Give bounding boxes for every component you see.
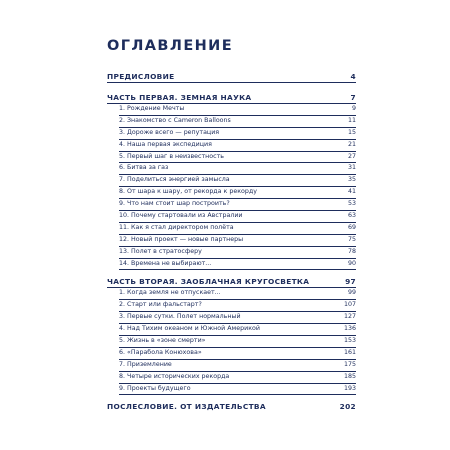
chapter-label: 8. От шара к шару, от рекорда к рекорду (119, 188, 257, 196)
chapter-label: 1. Когда земля не отпускает... (119, 289, 221, 297)
chapter-page-number: 161 (343, 348, 356, 356)
chapter-label: 11. Как я стал директором полёта (119, 223, 234, 231)
toc-chapter-item[interactable] (119, 336, 356, 348)
toc-chapter-item[interactable] (119, 116, 356, 128)
chapter-page-number: 41 (347, 188, 356, 196)
chapter-label: 4. Наша первая экспедиция (119, 140, 212, 148)
chapter-page-number: 31 (347, 164, 356, 172)
chapter-page-number: 9 (351, 105, 356, 112)
chapter-label: 8. Четыре исторических рекорда (119, 372, 230, 380)
toc-chapter-item[interactable] (119, 140, 356, 152)
toc-chapter-item[interactable] (119, 163, 356, 175)
toc-chapter-item[interactable] (119, 187, 356, 199)
chapter-label: 10. Почему стартовали из Австралии (119, 212, 243, 220)
page-title: ОГЛАВЛЕНИЕ (107, 38, 234, 54)
toc-chapter-item[interactable] (119, 247, 356, 259)
chapter-label: 9. Что нам стоит шар построить? (119, 200, 230, 208)
chapter-label: 2. Знакомство с Cameron Balloons (119, 116, 231, 124)
toc-chapter-item[interactable] (119, 128, 356, 140)
toc-chapter-item[interactable] (119, 372, 356, 384)
chapter-label: 6. «Парабола Конюхова» (119, 348, 202, 356)
toc-chapter-item[interactable] (119, 235, 356, 247)
table-of-contents (107, 71, 356, 412)
part1-chapter-list (119, 104, 356, 270)
chapter-label: 13. Полет в стратосферу (119, 247, 202, 255)
chapter-page-number: 75 (347, 235, 356, 243)
chapter-page-number: 185 (343, 372, 356, 380)
toc-chapter-item[interactable] (119, 104, 356, 116)
toc-section-preface[interactable] (107, 71, 356, 83)
section-label: ПОСЛЕСЛОВИЕ. ОТ ИЗДАТЕЛЬСТВА (107, 402, 266, 412)
chapter-page-number: 136 (343, 325, 356, 333)
chapter-page-number: 27 (347, 152, 356, 160)
chapter-page-number: 69 (347, 223, 356, 231)
section-page-number: 97 (345, 277, 356, 287)
chapter-label: 14. Времена не выбирают... (119, 259, 212, 267)
chapter-page-number: 90 (347, 259, 356, 267)
chapter-label: 2. Старт или фальстарт? (119, 301, 202, 309)
chapter-page-number: 107 (343, 301, 356, 309)
chapter-page-number: 11 (347, 116, 356, 124)
chapter-page-number: 35 (347, 176, 356, 184)
toc-chapter-item[interactable] (119, 199, 356, 211)
section-label: ЧАСТЬ ПЕРВАЯ. ЗЕМНАЯ НАУКА (107, 93, 252, 102)
chapter-label: 5. Первый шаг в неизвестность (119, 152, 224, 160)
toc-chapter-item[interactable] (119, 348, 356, 360)
chapter-page-number: 175 (343, 360, 356, 368)
chapter-page-number: 63 (347, 212, 356, 220)
toc-section-part2[interactable] (107, 276, 356, 288)
chapter-label: 6. Битва за газ (119, 164, 169, 172)
section-page-number: 202 (339, 402, 356, 412)
chapter-label: 4. Над Тихим океаном и Южной Америкой (119, 325, 260, 333)
chapter-label: 3. Первые сутки. Полет нормальный (119, 313, 241, 321)
part2-chapter-list (119, 288, 356, 395)
section-label: ПРЕДИСЛОВИЕ (107, 72, 175, 81)
section-page-number: 4 (350, 72, 356, 81)
chapter-page-number: 99 (347, 289, 356, 297)
chapter-label: 7. Приземление (119, 360, 172, 368)
toc-chapter-item[interactable] (119, 288, 356, 300)
chapter-label: 7. Поделиться энергией замысла (119, 176, 230, 184)
chapter-page-number: 127 (343, 313, 356, 321)
chapter-page-number: 153 (343, 337, 356, 345)
toc-chapter-item[interactable] (119, 312, 356, 324)
toc-chapter-item[interactable] (119, 324, 356, 336)
toc-section-afterword[interactable] (107, 401, 356, 412)
toc-chapter-item[interactable] (119, 175, 356, 187)
chapter-label: 1. Рождение Мечты (119, 105, 185, 112)
chapter-label: 5. Жизнь в «зоне смерти» (119, 337, 206, 345)
toc-chapter-item[interactable] (119, 152, 356, 164)
toc-chapter-item[interactable] (119, 259, 356, 271)
toc-section-part1[interactable] (107, 92, 356, 104)
section-page-number: 7 (350, 93, 356, 102)
toc-chapter-item[interactable] (119, 300, 356, 312)
chapter-page-number: 21 (347, 140, 356, 148)
section-label: ЧАСТЬ ВТОРАЯ. ЗАОБЛАЧНАЯ КРУГОСВЕТКА (107, 277, 310, 287)
toc-chapter-item[interactable] (119, 223, 356, 235)
chapter-page-number: 53 (347, 200, 356, 208)
chapter-label: 12. Новый проект — новые партнеры (119, 235, 244, 243)
chapter-page-number: 193 (343, 384, 356, 392)
chapter-label: 3. Дороже всего — репутация (119, 128, 220, 136)
chapter-page-number: 15 (347, 128, 356, 136)
chapter-label: 9. Проекты будущего (119, 384, 191, 392)
toc-chapter-item[interactable] (119, 360, 356, 372)
toc-chapter-item[interactable] (119, 211, 356, 223)
toc-chapter-item[interactable] (119, 384, 356, 396)
chapter-page-number: 78 (347, 247, 356, 255)
